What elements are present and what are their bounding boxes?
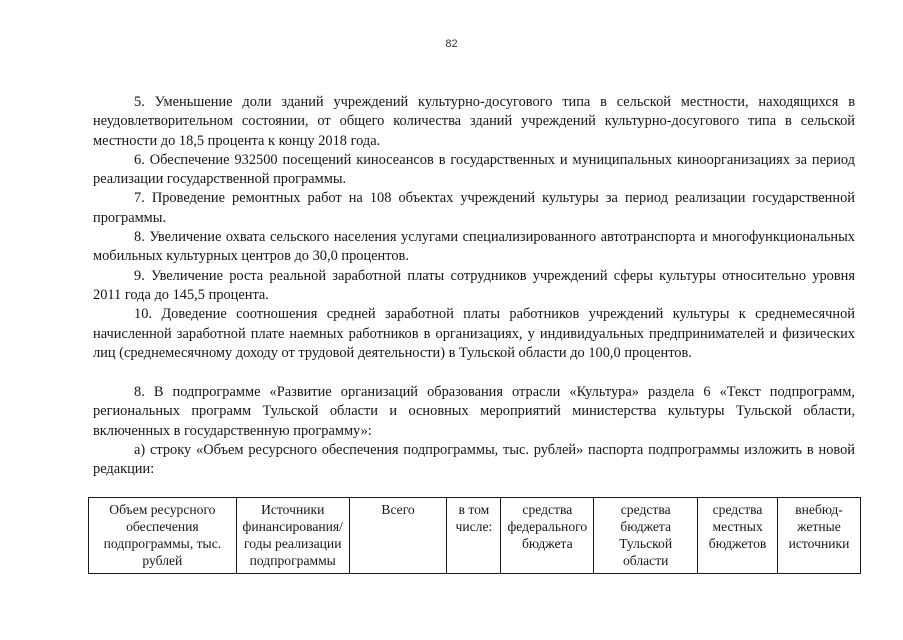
table-header-cell: Источники финансирования/ годы реализации подпрограммы	[236, 498, 349, 574]
resource-table	[88, 497, 861, 574]
page-number: 82	[445, 38, 458, 50]
paragraph-item-9: 9. Увеличение роста реальной заработной платы сотрудников учреждений сферы культуры относительно уровня 2011 года до 145,5 процента.	[93, 267, 855, 303]
paragraph-item-8: 8. Увеличение охвата сельского населения услугами специализированного автотранспорта и многофункциональных мобильных культурных центров до 30,0 процентов.	[93, 229, 855, 265]
table-header-cell: Всего	[349, 498, 447, 574]
paragraph-item-6: 6. Обеспечение 932500 посещений киносеансов в государственных и муниципальных киноорганизациях за период реализации государственной программы.	[93, 151, 855, 188]
table-header-cell: Объем ресурсного обеспечения подпрограммы, тыс. рублей	[89, 498, 237, 574]
table-header-row	[89, 498, 861, 574]
document-body	[93, 93, 855, 480]
table-header-cell: средства бюджета Тульской области	[594, 498, 698, 574]
paragraph-row-instruction: а) строку «Объем ресурсного обеспечения подпрограммы, тыс. рублей» паспорта подпрограммы изложить в новой редакции:	[93, 442, 855, 478]
paragraph-subprogram-amendment: 8. В подпрограмме «Развитие организаций образования отрасли «Культура» раздела 6 «Текст подпрограмм, региональных программ Тульской области и основных мероприятий министерства культуры Тульской области, включенных в государственную программу»:	[93, 384, 855, 439]
table-header-cell: в том числе:	[447, 498, 501, 574]
table-header-cell: средства местных бюджетов	[698, 498, 778, 574]
paragraph-item-5: 5. Уменьшение доли зданий учреждений культурно-досугового типа в сельской местности, находящихся в неудовлетворительном состоянии, от общего количества зданий учреждений культурно-досугового типа в сельской местности до 18,5 процента к концу 2018 года.	[93, 94, 855, 149]
table-header-cell: внебюд-жетные источники	[778, 498, 861, 574]
table-header-cell: средства федерального бюджета	[501, 498, 594, 574]
paragraph-item-10: 10. Доведение соотношения средней заработной платы работников учреждений культуры к среднемесячной начисленной заработной плате наемных работников в организациях, у индивидуальных предпринимателей и физических лиц (среднемесячному доходу от трудовой деятельности) в Тульской области до 100,0 процентов.	[93, 306, 855, 361]
paragraph-item-7: 7. Проведение ремонтных работ на 108 объектах учреждений культуры за период реализации государственной программы.	[93, 190, 855, 226]
